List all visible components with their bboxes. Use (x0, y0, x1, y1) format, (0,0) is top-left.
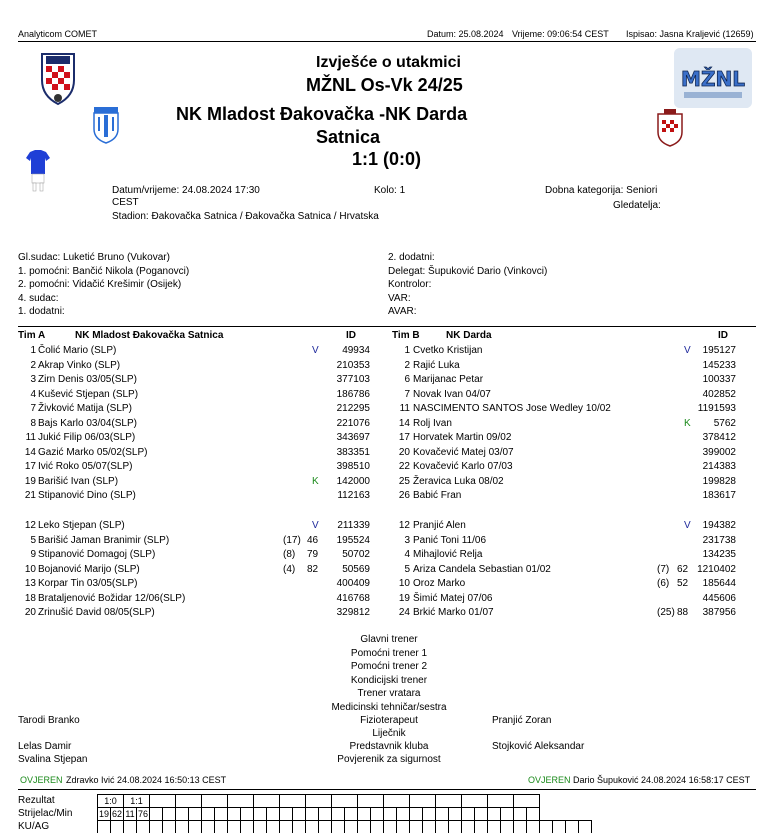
player-name: Rolj Ivan (413, 417, 452, 429)
role-medical: Medicinski tehničar/sestra (331, 701, 447, 713)
player-name: Mihajlović Relja (413, 549, 483, 560)
match-timezone: CEST (112, 197, 139, 208)
player-number: 19 (398, 592, 410, 604)
player-number: 4 (404, 549, 410, 560)
printed-by: Ispisao: Jasna Kraljević (12659) (626, 29, 754, 39)
player-sub: (4) (283, 563, 296, 575)
player-name: Korpar Tin 03/05(SLP) (38, 578, 138, 589)
player-name: Akrap Vinko (SLP) (38, 359, 121, 371)
official-avar: AVAR: (388, 306, 417, 317)
player-number: 3 (404, 534, 410, 546)
team-a-physio: Tarodi Branko (18, 714, 80, 726)
player-id: 400409 (336, 578, 370, 589)
competition-title: MŽNL Os-Vk 24/25 (306, 75, 463, 95)
away-club-logo (656, 108, 684, 148)
player-id: 50702 (342, 549, 370, 560)
player-id: 221076 (336, 417, 370, 429)
official-fourth: 4. sudac: (18, 292, 59, 304)
official-additional-2: 2. dodatni: (388, 252, 435, 263)
player-number: 12 (398, 520, 410, 531)
player-id: 183617 (702, 490, 736, 501)
player-sub: (7) (657, 563, 670, 575)
player-number: 22 (398, 461, 410, 472)
player-id: 211339 (337, 520, 370, 531)
home-kit-icon (26, 150, 50, 192)
player-name: NASCIMENTO SANTOS Jose Wedley 10/02 (413, 403, 611, 414)
player-number: 26 (398, 490, 410, 501)
player-name: Oroz Marko (413, 578, 466, 589)
player-number: 7 (30, 403, 36, 414)
player-number: 8 (30, 417, 36, 429)
team-b-name: NK Darda (446, 330, 492, 341)
player-number: 10 (24, 563, 36, 575)
role-physio: Fizioterapeut (360, 714, 418, 726)
team-a-name: NK Mladost Đakovačka Satnica (75, 330, 224, 341)
player-number: 7 (404, 388, 410, 400)
player-id: 416768 (336, 592, 370, 604)
player-id: 210353 (336, 359, 370, 371)
team-b-id-header: ID (718, 330, 728, 341)
player-name: Ivić Roko 05/07(SLP) (38, 461, 133, 472)
player-name: Marijanac Petar (413, 374, 484, 385)
report-title: Izvješće o utakmici (316, 54, 461, 71)
verified-a: Zdravko Ivić 24.08.2024 16:50:13 CEST (66, 775, 227, 785)
player-id: 145233 (702, 359, 736, 371)
header-divider (18, 41, 756, 42)
player-name: Leko Stjepan (SLP) (38, 520, 125, 531)
player-id: 329812 (336, 607, 370, 618)
officials-right (388, 251, 547, 319)
role-head-coach: Glavni trener (360, 634, 418, 645)
player-sub-minute: 82 (307, 563, 319, 575)
label-ku-ag: KU/AG (18, 821, 50, 832)
player-id: 377103 (336, 374, 370, 385)
player-number: 20 (398, 446, 410, 458)
player-sub-minute: 46 (307, 534, 319, 546)
player-name: Stipanović Dino (SLP) (38, 490, 136, 501)
player-name: Bojanović Marijo (SLP) (38, 563, 140, 575)
competition-logo (674, 48, 752, 108)
player-number: 4 (30, 388, 36, 400)
print-date: Datum: 25.08.2024 (427, 29, 504, 39)
player-id: 212295 (336, 403, 370, 414)
player-sub-minute: 79 (307, 549, 319, 560)
match-title-line2: Satnica (316, 127, 381, 147)
player-number: 5 (404, 563, 410, 575)
player-id: 1191593 (697, 403, 736, 414)
player-mark: K (684, 417, 691, 429)
player-id: 445606 (702, 592, 736, 604)
player-name: Pranjić Alen (413, 520, 466, 531)
team-a-id-header: ID (346, 330, 356, 341)
org-name: Analyticom COMET (18, 29, 98, 39)
player-id: 195524 (336, 534, 370, 546)
official-additional-1: 1. dodatni: (18, 306, 65, 317)
official-assistant-2: 2. pomoćni: Vidačić Krešimir (Osijek) (18, 279, 182, 290)
player-name: Bajs Karlo 03/04(SLP) (38, 417, 137, 429)
verified-b: Dario Šupuković 24.08.2024 16:58:17 CEST (573, 775, 751, 785)
player-mark: V (684, 520, 691, 531)
player-id: 195127 (702, 345, 736, 356)
player-number: 5 (30, 534, 36, 546)
player-name: Žeravica Luka 08/02 (413, 475, 504, 487)
player-id: 231738 (702, 534, 736, 546)
player-sub-minute: 62 (677, 563, 689, 575)
team-b-physio: Pranjić Zoran (492, 714, 552, 726)
player-id: 1210402 (697, 563, 736, 575)
print-time: Vrijeme: 09:06:54 CEST (512, 29, 609, 39)
player-name: Panić Toni 11/06 (413, 534, 487, 546)
player-number: 10 (398, 578, 410, 589)
result-cell: 1:0 (98, 795, 124, 808)
player-id: 112163 (337, 490, 370, 501)
player-name: Zrinušić David 08/05(SLP) (38, 607, 155, 618)
stadium: Stadion: Đakovačka Satnica / Đakovačka Satnica / Hrvatska (112, 211, 379, 222)
player-sub-minute: 88 (677, 607, 689, 618)
player-number: 17 (24, 461, 36, 472)
player-name: Babić Fran (413, 490, 462, 501)
official-referee: Gl.sudac: Luketić Bruno (Vukovar) (18, 252, 170, 263)
result-row (98, 795, 592, 808)
player-number: 11 (25, 432, 36, 443)
official-assistant-1: 1. pomoćni: Bančić Nikola (Poganovci) (18, 265, 190, 277)
player-name: Čolić Mario (SLP) (38, 345, 117, 356)
player-number: 18 (24, 592, 36, 604)
player-mark: V (312, 520, 319, 531)
player-number: 14 (24, 446, 36, 458)
scorer-cell: 76 (137, 809, 148, 819)
player-id: 199828 (702, 475, 736, 487)
player-number: 2 (30, 359, 36, 371)
official-delegate: Delegat: Šupuković Dario (Vinkovci) (388, 265, 548, 277)
home-club-logo (92, 105, 120, 145)
player-name: Kušević Stjepan (SLP) (38, 388, 139, 400)
player-name: Barišić Jaman Branimir (SLP) (38, 534, 170, 546)
player-id: 387956 (702, 607, 736, 618)
player-number: 1 (404, 345, 410, 356)
role-assistant-coach-2: Pomoćni trener 2 (350, 661, 428, 672)
player-name: Kovačević Karlo 07/03 (413, 461, 513, 472)
player-name: Jukić Filip 06/03(SLP) (38, 432, 136, 443)
age-category: Dobna kategorija: Seniori (545, 185, 658, 196)
player-number: 21 (24, 490, 36, 501)
role-goalkeeper-coach: Trener vratara (357, 688, 421, 699)
player-mark: V (312, 345, 319, 356)
player-number: 2 (404, 359, 410, 371)
player-name: Horvatek Martin 09/02 (413, 432, 512, 443)
match-datetime: Datum/vrijeme: 24.08.2024 17:30 (112, 185, 260, 196)
team-a-label: Tim A (18, 330, 46, 341)
player-sub: (25) (657, 607, 675, 618)
player-id: 214383 (702, 461, 736, 472)
player-sub: (6) (657, 578, 670, 589)
player-id: 50569 (342, 563, 370, 575)
scorer-row (98, 808, 592, 821)
scorer-cell: 19 (98, 809, 109, 819)
competition-logo-text: MŽNL (681, 67, 745, 91)
player-number: 17 (398, 432, 410, 443)
player-id: 398510 (336, 461, 370, 472)
player-name: Gazić Marko 05/02(SLP) (38, 446, 148, 458)
player-name: Živković Matija (SLP) (38, 403, 132, 414)
player-name: Stipanović Domagoj (SLP) (38, 549, 156, 560)
player-name: Barišić Ivan (SLP) (38, 475, 119, 487)
official-controller: Kontrolor: (388, 279, 432, 290)
official-var: VAR: (388, 292, 411, 304)
player-name: Novak Ivan 04/07 (413, 388, 491, 400)
verified-badge-b: OVJEREN (528, 775, 571, 785)
match-title: NK Mladost Đakovačka -NK Darda (176, 104, 468, 124)
match-score: 1:1 (0:0) (352, 149, 422, 169)
player-sub: (17) (283, 534, 301, 546)
player-id: 134235 (702, 549, 736, 560)
team-b-club-rep: Stojković Aleksandar (492, 741, 585, 752)
player-number: 20 (24, 607, 36, 618)
role-club-rep: Predstavnik kluba (349, 741, 429, 752)
player-id: 383351 (336, 446, 370, 458)
label-scorer: Strijelac/Min (18, 808, 73, 819)
player-id: 142000 (336, 475, 370, 487)
scorer-cell: 62 (111, 809, 122, 819)
result-cell: 1:1 (124, 795, 150, 808)
player-number: 6 (404, 374, 410, 385)
role-fitness-coach: Kondicijski trener (350, 674, 428, 686)
player-id: 100337 (702, 374, 736, 385)
spectators: Gledatelja: (613, 200, 661, 211)
player-sub: (8) (283, 549, 296, 560)
match-round: Kolo: 1 (374, 185, 406, 196)
events-grid (97, 794, 592, 833)
team-b-label: Tim B (392, 330, 420, 341)
player-mark: K (312, 475, 319, 487)
ku-ag-row (98, 821, 592, 833)
footer-divider (18, 789, 756, 790)
player-sub-minute: 52 (677, 578, 689, 589)
scorer-cell: 11 (125, 809, 135, 819)
player-mark: V (684, 345, 691, 356)
player-id: 343697 (336, 432, 370, 443)
player-id: 194382 (702, 520, 736, 531)
player-id: 49934 (342, 345, 370, 356)
player-id: 185644 (702, 578, 736, 589)
player-name: Šimić Matej 07/06 (413, 592, 493, 604)
player-number: 19 (24, 475, 36, 487)
player-number: 14 (398, 417, 410, 429)
officials-divider (18, 326, 756, 327)
role-security: Povjerenik za sigurnost (337, 754, 441, 765)
team-a-security: Svalina Stjepan (18, 754, 88, 765)
player-name: Brkić Marko 01/07 (413, 607, 494, 618)
player-number: 12 (24, 520, 36, 531)
player-number: 25 (398, 475, 410, 487)
player-name: Ariza Candela Sebastian 01/02 (413, 563, 551, 575)
verified-badge-a: OVJEREN (20, 775, 63, 785)
player-id: 378412 (702, 432, 736, 443)
role-assistant-coach-1: Pomoćni trener 1 (350, 647, 428, 659)
player-name: Rajić Luka (413, 359, 460, 371)
player-id: 399002 (702, 446, 736, 458)
officials-left (18, 251, 189, 319)
role-doctor: Liječnik (372, 728, 406, 739)
player-id: 5762 (713, 417, 736, 429)
player-name: Zirn Denis 03/05(SLP) (38, 374, 137, 385)
player-number: 13 (24, 578, 36, 589)
player-number: 11 (399, 403, 410, 414)
player-number: 1 (30, 345, 36, 356)
player-number: 24 (398, 607, 410, 618)
player-number: 3 (30, 374, 36, 385)
player-id: 186786 (336, 388, 370, 400)
player-name: Kovačević Matej 03/07 (413, 446, 514, 458)
player-id: 402852 (702, 388, 736, 400)
hns-logo (38, 50, 78, 106)
team-a-club-rep: Lelas Damir (18, 741, 72, 752)
label-result: Rezultat (18, 795, 55, 806)
player-name: Brataljenović Božidar 12/06(SLP) (38, 592, 186, 604)
player-number: 9 (30, 549, 36, 560)
player-name: Cvetko Kristijan (413, 345, 483, 356)
